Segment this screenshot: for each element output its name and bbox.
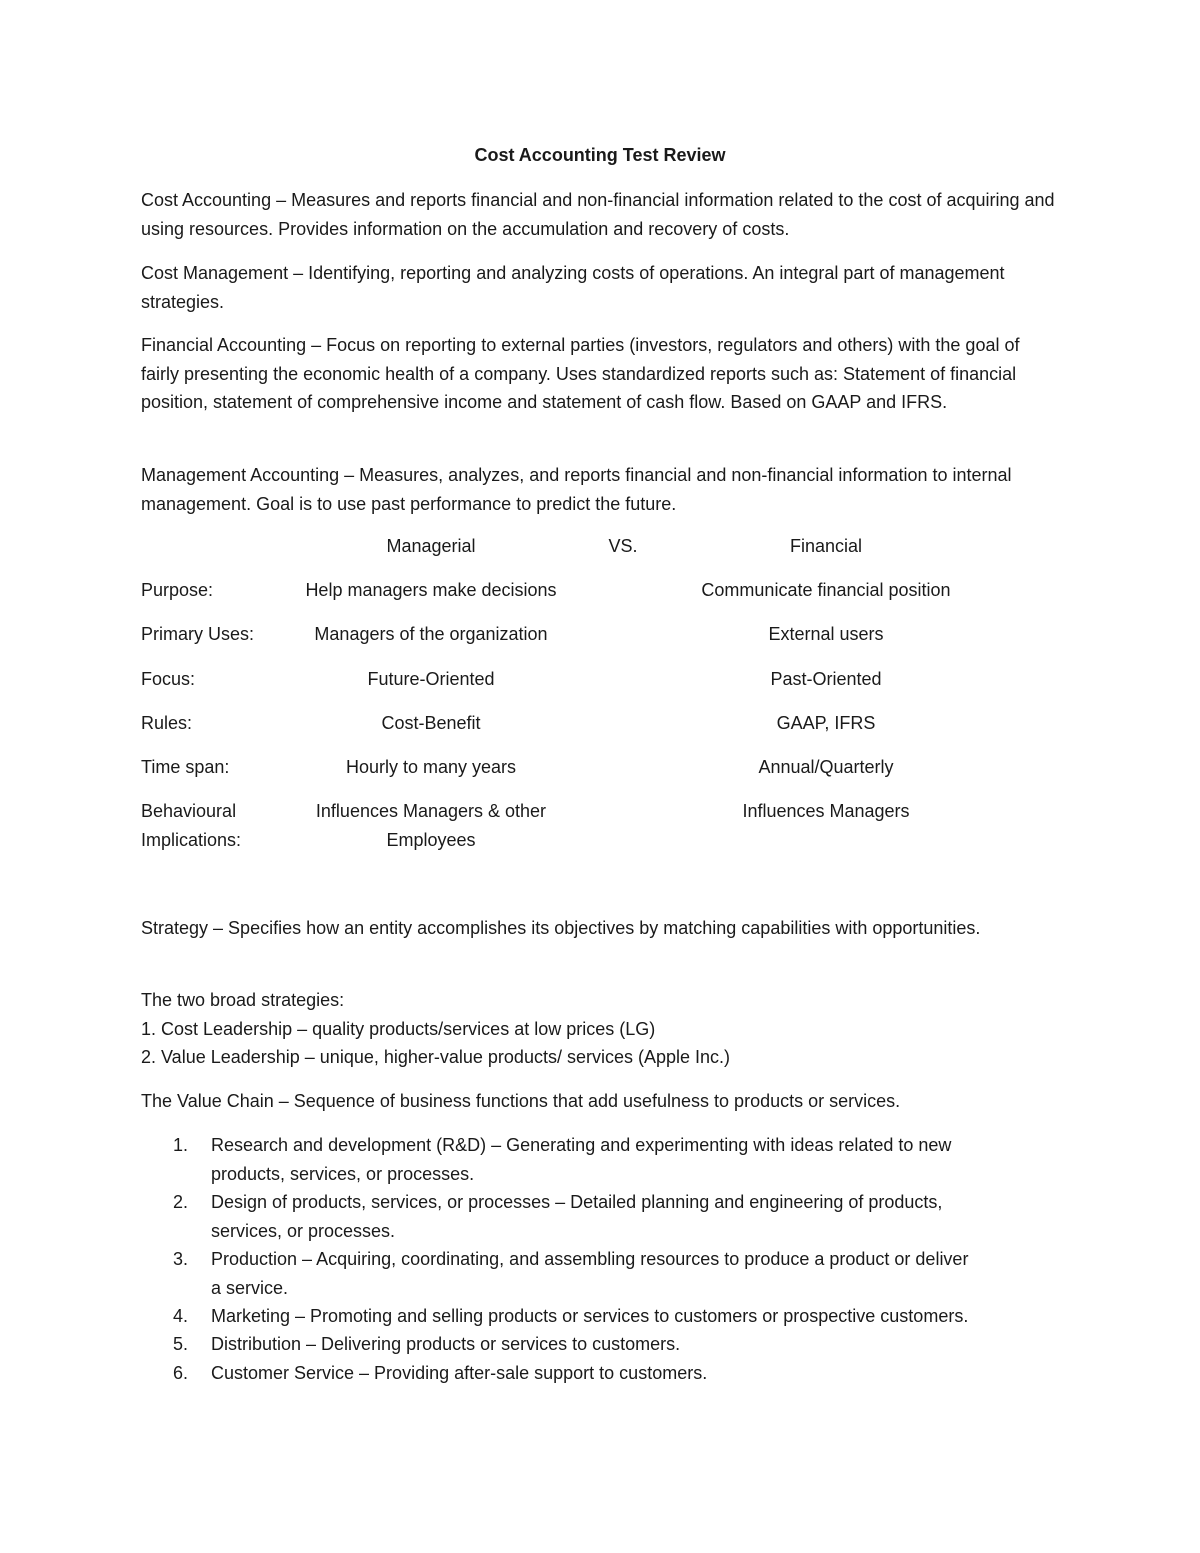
- item-line2: services, or processes.: [211, 1220, 396, 1241]
- strategy-definition: Strategy – Specifies how an entity accomplishes its objectives by matching capabilities with opportunities.: [141, 918, 981, 938]
- row-managerial: Managers of the organization: [314, 624, 548, 644]
- document-title: Cost Accounting Test Review: [474, 145, 726, 165]
- row-financial: Past-Oriented: [770, 669, 882, 689]
- row-label-line1: Behavioural: [141, 801, 237, 821]
- row-managerial: Help managers make decisions: [305, 580, 557, 600]
- definition-cost-accounting: Cost Accounting – Measures and reports financial and non-financial information related to the cost of acquiring and using resources. Provides information on the accumulation and recovery of costs.: [141, 190, 1055, 239]
- broad-strategies: [141, 986, 1061, 1072]
- row-label-line2: Implications:: [141, 830, 242, 850]
- item-text: Customer Service – Providing after-sale support to customers.: [211, 1363, 708, 1383]
- row-managerial-line1: Influences Managers & other: [315, 801, 547, 821]
- item-text: Distribution – Delivering products or services to customers.: [211, 1334, 681, 1354]
- item-number: 5.: [173, 1334, 189, 1354]
- row-financial: Influences Managers: [742, 801, 910, 821]
- definition-management-accounting: Management Accounting – Measures, analyzes, and reports financial and non-financial information to internal management. Goal is to use past performance to predict the future.: [141, 465, 1012, 514]
- item-line1: Design of products, services, or processes – Detailed planning and engineering of products,: [211, 1192, 943, 1212]
- definition-cost-management: Cost Management – Identifying, reporting and analyzing costs of operations. An integral part of management strategies.: [141, 263, 1005, 312]
- header-vs: VS.: [608, 536, 638, 556]
- row-financial: Communicate financial position: [701, 580, 951, 600]
- row-managerial: Hourly to many years: [345, 757, 517, 777]
- item-text: [211, 1131, 1061, 1188]
- row-managerial: Future-Oriented: [367, 669, 495, 689]
- broad-strategies-heading: The two broad strategies:: [141, 990, 345, 1010]
- row-label: Rules:: [141, 713, 193, 733]
- item-text: Marketing – Promoting and selling products or services to customers or prospective customers.: [211, 1306, 969, 1326]
- row-financial: External users: [768, 624, 884, 644]
- item-number: 4.: [173, 1306, 189, 1326]
- row-managerial-line2: Employees: [386, 830, 476, 850]
- broad-strategy-item: 1. Cost Leadership – quality products/services at low prices (LG): [141, 1018, 656, 1039]
- header-managerial: Managerial: [386, 536, 476, 556]
- row-financial: Annual/Quarterly: [758, 757, 894, 777]
- item-number: 2.: [173, 1192, 189, 1212]
- row-managerial: Cost-Benefit: [381, 713, 481, 733]
- row-label: Time span:: [141, 757, 230, 777]
- item-line2: a service.: [211, 1277, 289, 1298]
- definition-financial-accounting: Financial Accounting – Focus on reporting to external parties (investors, regulators and others) with the goal of fairly presenting the economic health of a company. Uses standardized reports such as: Statement of financial position, statement of comprehensive income and statement of cash flow. Based on GAAP and IFRS.: [141, 335, 1020, 412]
- row-label: Primary Uses:: [141, 624, 255, 644]
- item-number: 6.: [173, 1363, 189, 1383]
- broad-strategy-item: 2. Value Leadership – unique, higher-value products/ services (Apple Inc.): [141, 1047, 731, 1067]
- item-number: 3.: [173, 1249, 189, 1269]
- row-financial: GAAP, IFRS: [776, 713, 876, 733]
- item-text: [211, 1245, 1061, 1302]
- item-number: 1.: [173, 1135, 189, 1155]
- row-label: Focus:: [141, 669, 196, 689]
- item-text: [211, 1188, 1061, 1245]
- value-chain-intro: The Value Chain – Sequence of business functions that add usefulness to products or services.: [141, 1091, 901, 1111]
- header-financial: Financial: [789, 536, 863, 556]
- item-line1: Research and development (R&D) – Generating and experimenting with ideas related to new: [211, 1135, 952, 1155]
- row-label: Purpose:: [141, 580, 214, 600]
- item-line2: products, services, or processes.: [211, 1163, 475, 1184]
- item-line1: Production – Acquiring, coordinating, and assembling resources to produce a product or deliver: [211, 1249, 969, 1269]
